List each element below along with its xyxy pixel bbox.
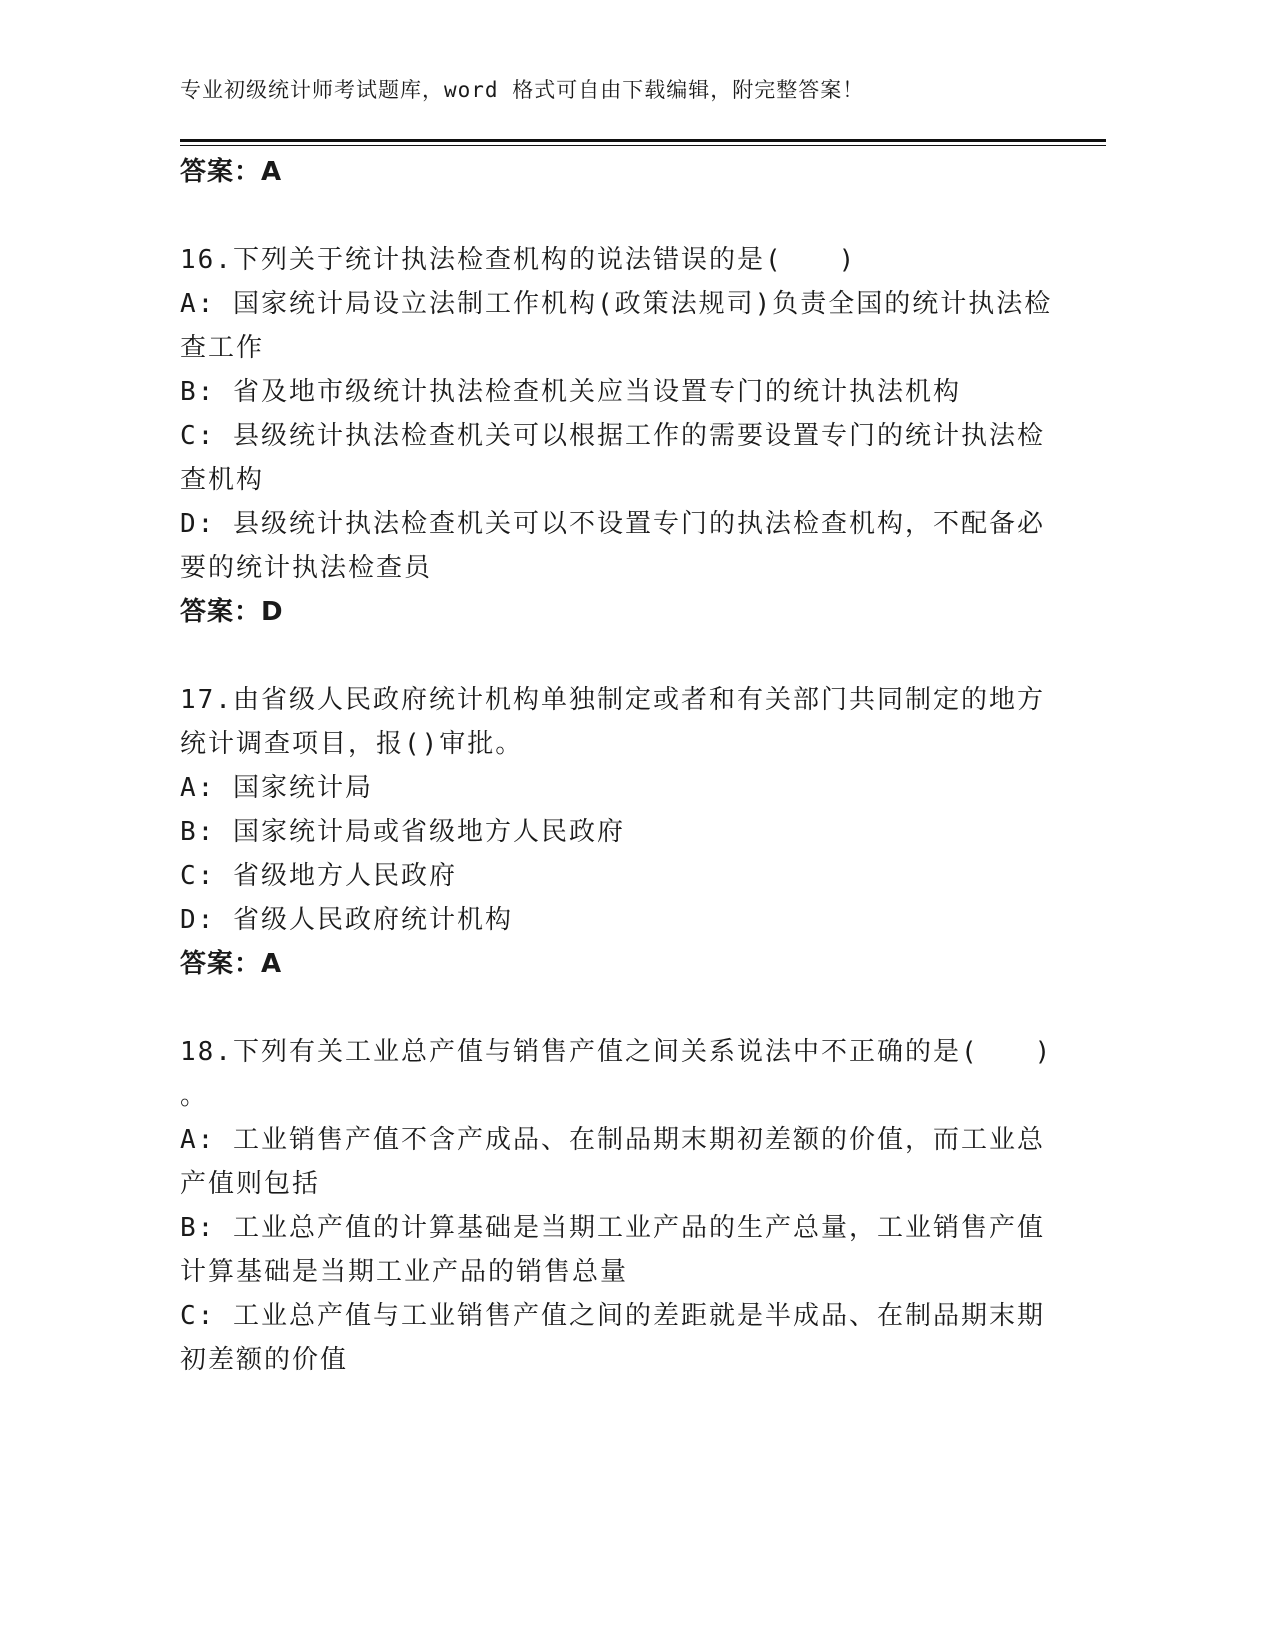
question-stem: 17.由省级人民政府统计机构单独制定或者和有关部门共同制定的地方 [180, 685, 1045, 715]
question-16 [180, 238, 1053, 634]
header-rule-thin [180, 145, 1106, 146]
question-18 [180, 1030, 1053, 1382]
option-c: C: 工业总产值与工业销售产值之间的差距就是半成品、在制品期末期 [180, 1301, 1045, 1331]
option-b-continued: 计算基础是当期工业产品的销售总量 [180, 1257, 629, 1287]
option-c: C: 省级地方人民政府 [180, 861, 457, 891]
option-c-continued: 初差额的价值 [180, 1345, 349, 1375]
answer-previous: 答案：A [180, 157, 283, 187]
answer-16: 答案：D [180, 597, 284, 627]
option-d-continued: 要的统计执法检查员 [180, 553, 433, 583]
option-d: D: 县级统计执法检查机关可以不设置专门的执法检查机构，不配备必 [180, 509, 1045, 539]
option-a: A: 工业销售产值不含产成品、在制品期末期初差额的价值，而工业总 [180, 1125, 1045, 1155]
question-list [180, 150, 1053, 1382]
spacer [180, 194, 1030, 238]
spacer [180, 634, 1030, 678]
spacer [180, 986, 1030, 1030]
question-stem-continued: 统计调查项目，报()审批。 [180, 729, 524, 759]
answer-17: 答案：A [180, 949, 283, 979]
option-c-continued: 查机构 [180, 465, 265, 495]
header-rule-thick [180, 139, 1106, 142]
question-stem: 18.下列有关工业总产值与销售产值之间关系说法中不正确的是( ) [180, 1037, 1053, 1067]
option-b: B: 国家统计局或省级地方人民政府 [180, 817, 625, 847]
option-a-continued: 产值则包括 [180, 1169, 321, 1199]
option-b: B: 省及地市级统计执法检查机关应当设置专门的统计执法机构 [180, 377, 961, 407]
option-b: B: 工业总产值的计算基础是当期工业产品的生产总量，工业销售产值 [180, 1213, 1045, 1243]
option-a: A: 国家统计局设立法制工作机构(政策法规司)负责全国的统计执法检 [180, 289, 1053, 319]
option-a: A: 国家统计局 [180, 773, 373, 803]
option-d: D: 省级人民政府统计机构 [180, 905, 513, 935]
question-stem-continued: 。 [180, 1081, 209, 1111]
option-a-continued: 查工作 [180, 333, 265, 363]
question-17 [180, 678, 1045, 986]
question-stem: 16.下列关于统计执法检查机构的说法错误的是( ) [180, 245, 857, 275]
option-c: C: 县级统计执法检查机关可以根据工作的需要设置专门的统计执法检 [180, 421, 1045, 451]
page-header: 专业初级统计师考试题库，word 格式可自由下载编辑，附完整答案！ [180, 78, 865, 102]
